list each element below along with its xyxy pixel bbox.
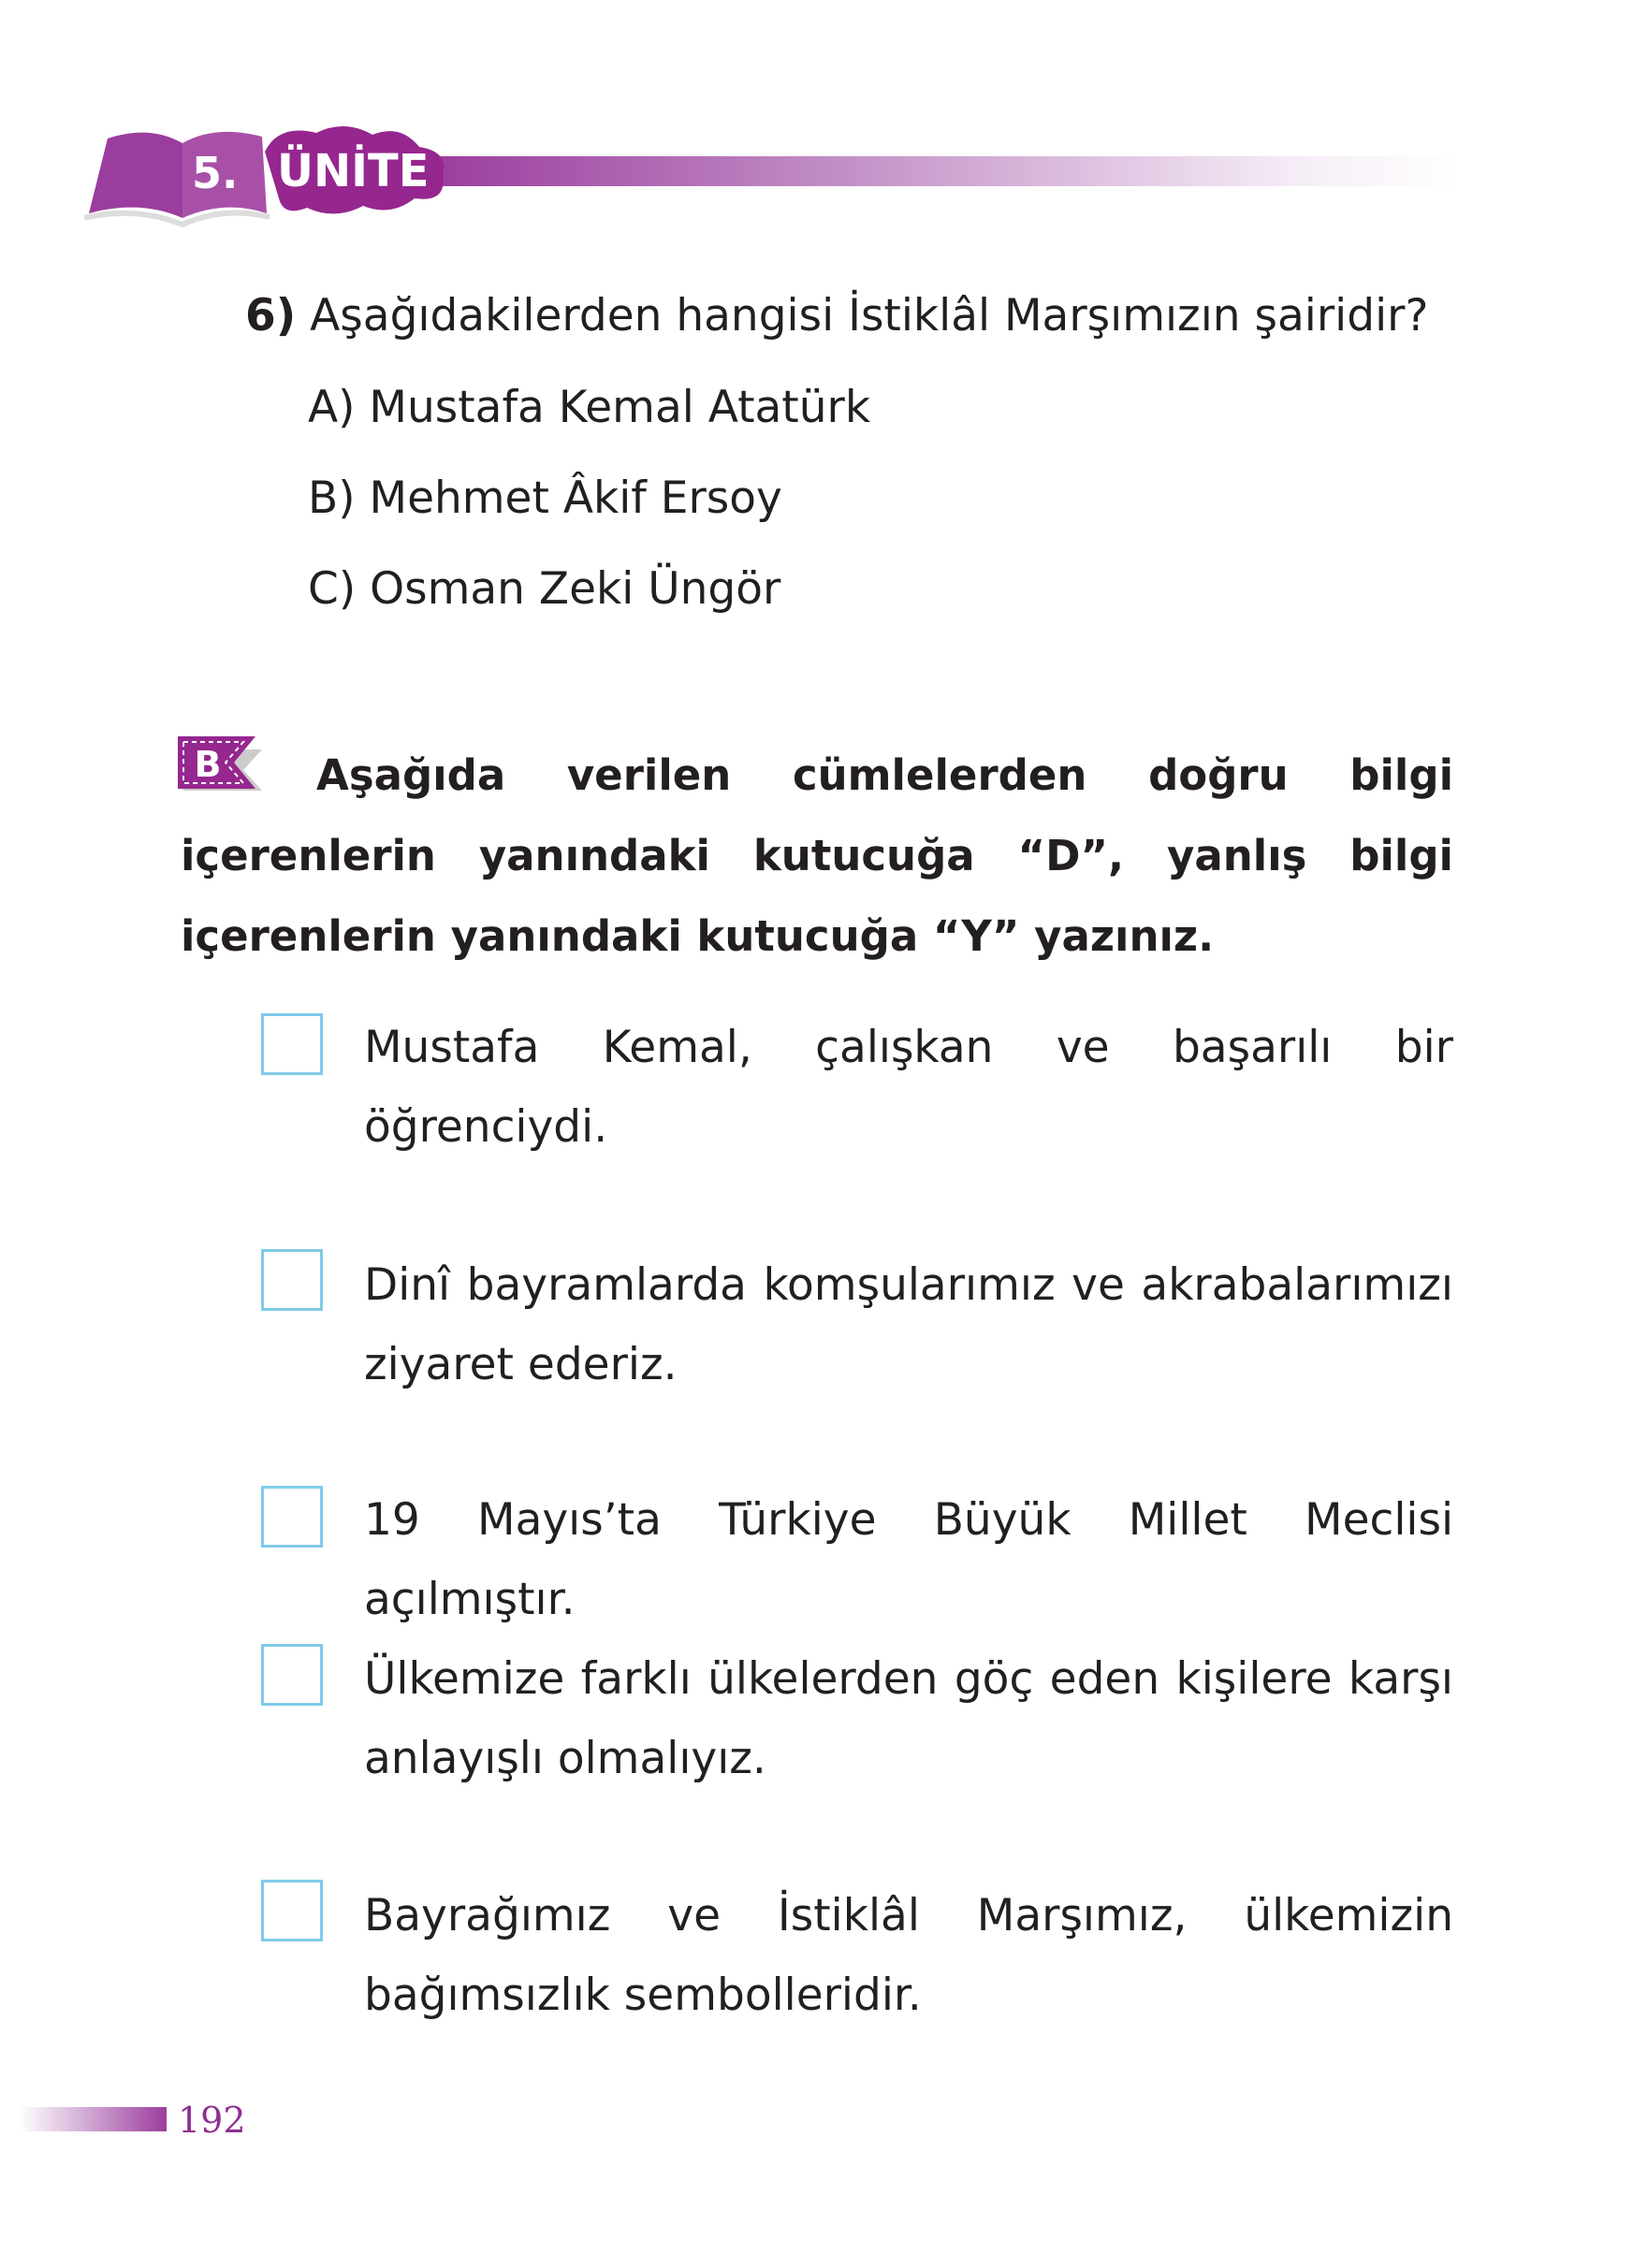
statement-5: Bayrağımız ve İstiklâl Marşımız, ülkemizin bağımsızlık sembolleridir. <box>364 1890 1453 2021</box>
unit-title: ÜNİTE <box>277 145 430 197</box>
question-6 <box>245 288 1428 344</box>
badge-letter: B <box>194 744 222 785</box>
page-number: 192 <box>178 2100 246 2141</box>
footer-gradient-bar <box>19 2107 167 2131</box>
statement-4: Ülkemize farklı ülkelerden göç eden kişilere karşı anlayışlı olmalıyız. <box>364 1653 1453 1784</box>
answer-box-4[interactable] <box>261 1644 323 1706</box>
statement-3: 19 Mayıs’ta Türkiye Büyük Millet Meclisi açılmıştır. <box>364 1494 1453 1625</box>
option-c[interactable]: C) Osman Zeki Üngör <box>308 563 781 615</box>
answer-box-5[interactable] <box>261 1880 323 1941</box>
question-number: 6) <box>245 290 297 342</box>
option-b[interactable]: B) Mehmet Âkif Ersoy <box>308 472 782 524</box>
answer-box-3[interactable] <box>261 1486 323 1548</box>
header-gradient-bar <box>430 156 1460 186</box>
statement-2: Dinî bayramlarda komşularımız ve akrabalarımızı ziyaret ederiz. <box>364 1259 1453 1390</box>
option-a[interactable]: A) Mustafa Kemal Atatürk <box>308 382 871 433</box>
statement-1: Mustafa Kemal, çalışkan ve başarılı bir öğrenciydi. <box>364 1022 1453 1153</box>
open-book-icon <box>84 120 271 227</box>
unit-number: 5. <box>192 148 239 198</box>
answer-box-1[interactable] <box>261 1013 323 1075</box>
question-text: Aşağıdakilerden hangisi İstiklâl Marşımızın şairidir? <box>310 290 1429 342</box>
section-b-badge <box>176 733 265 798</box>
section-b-instruction: Aşağıda verilen cümlelerden doğru bilgi içerenlerin yanındaki kutucuğa “D”, yanlış bilgi içerenlerin yanındaki kutucuğa “Y” yazınız. <box>181 750 1453 961</box>
answer-box-2[interactable] <box>261 1249 323 1311</box>
